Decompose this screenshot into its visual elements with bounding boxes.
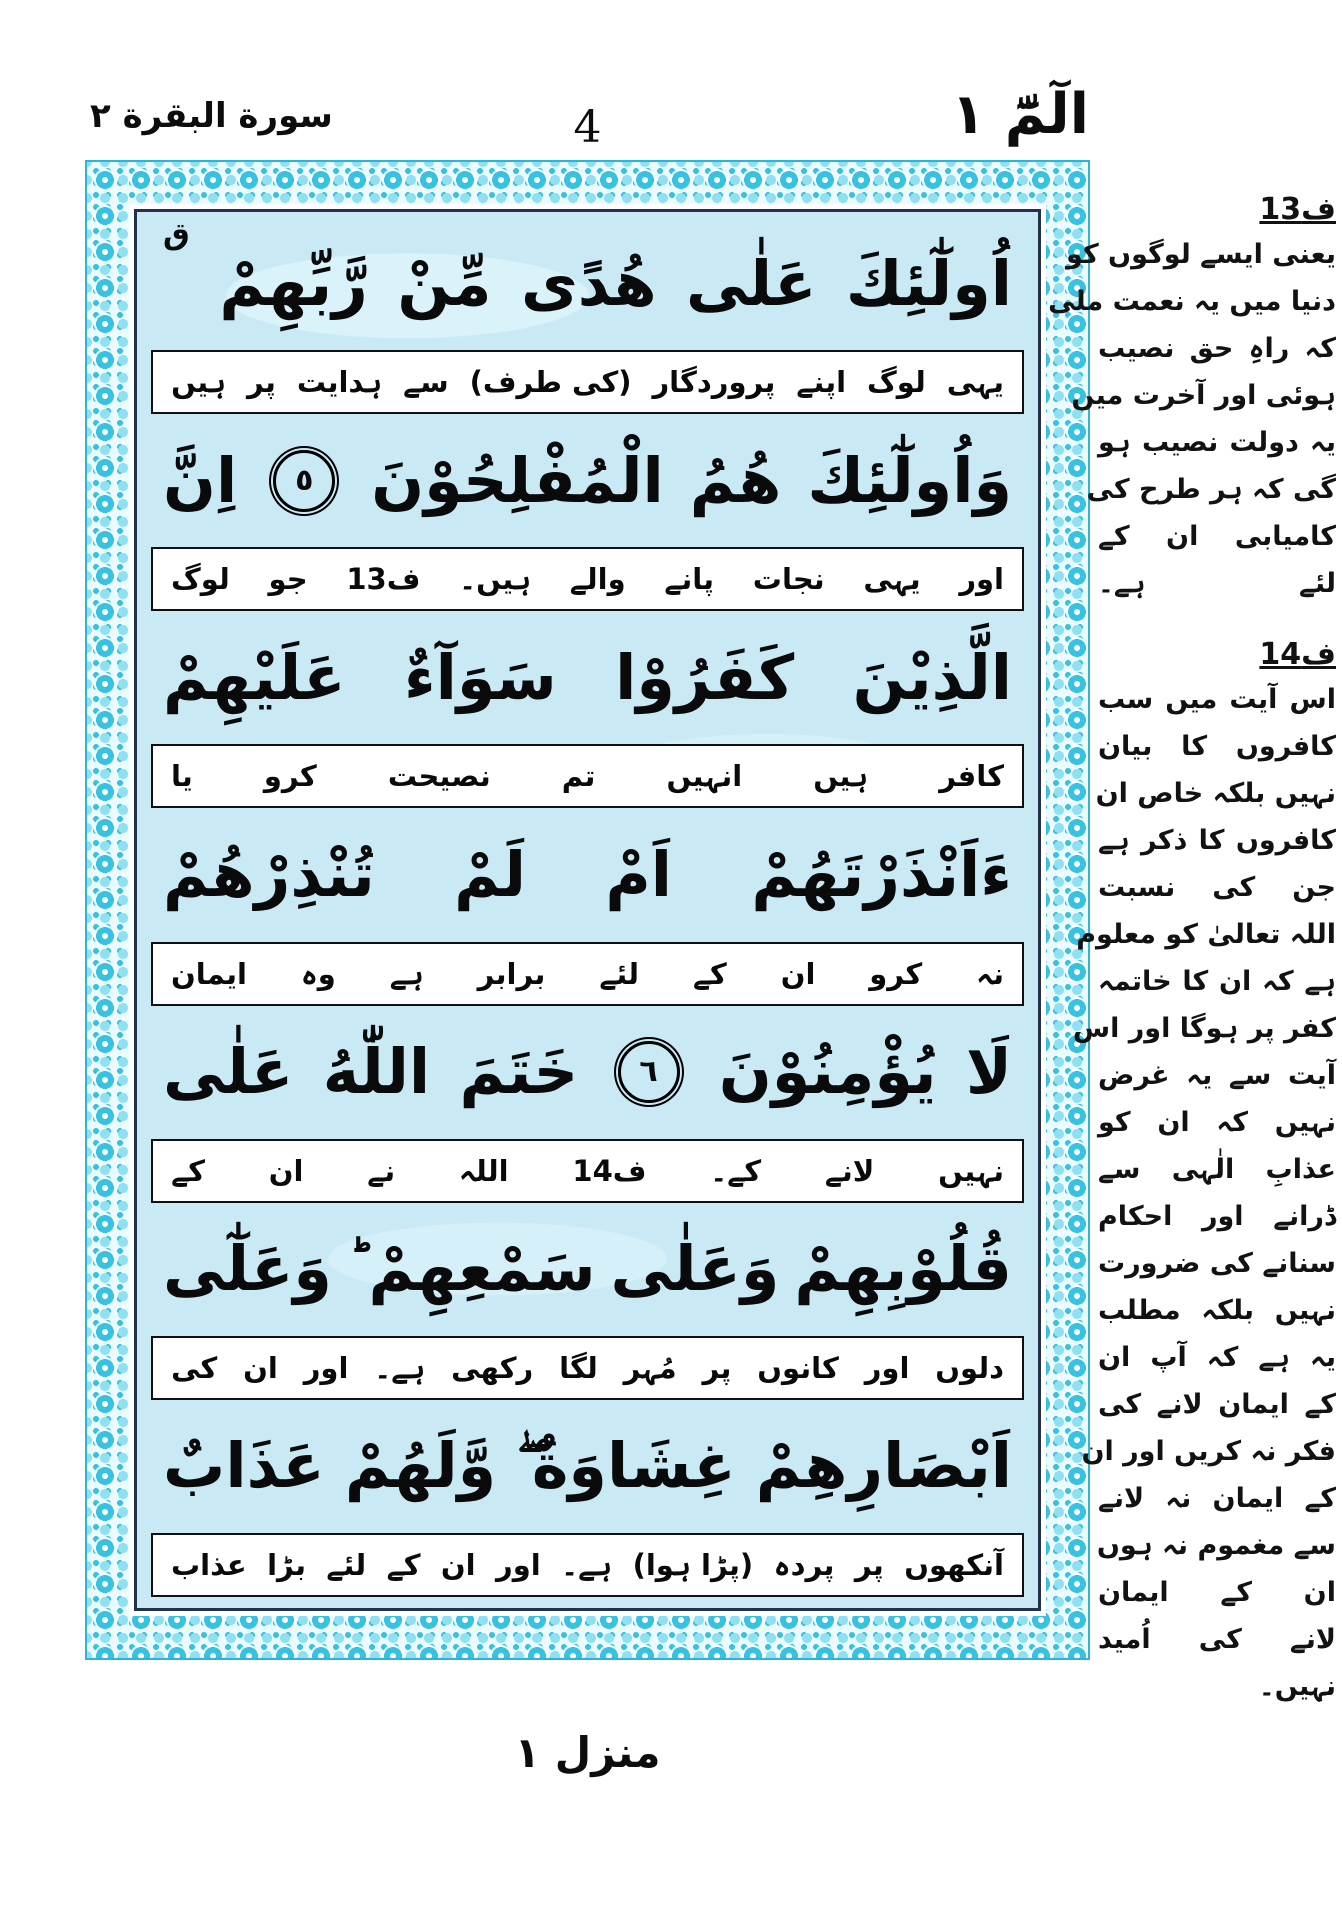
urdu-word: نہیں (938, 1153, 1004, 1188)
urdu-word: نے (367, 1153, 396, 1188)
urdu-word: کرو (263, 759, 317, 794)
arabic-line (149, 1403, 1026, 1530)
urdu-word: ان (440, 1547, 476, 1582)
footnote-line: کہ راہِ حق نصیب (1098, 333, 1336, 364)
urdu-word: ہیں (813, 759, 869, 794)
ornamental-frame (85, 160, 1090, 1660)
urdu-word: ہدایت (296, 365, 383, 400)
footnote-line: سے مغموم نہ ہوں (1096, 1530, 1336, 1561)
urdu-translation-row (151, 744, 1024, 808)
arabic-word: رَّبِّهِمْ (219, 246, 368, 320)
arabic-line (149, 1009, 1026, 1136)
footnote-line: یہ دولت نصیب ہو (1098, 427, 1336, 458)
footnote-line: گی کہ ہر طرح کی (1086, 474, 1336, 505)
arabic-word: وَاُولٰٓئِكَ (807, 443, 1012, 517)
urdu-translation-row (151, 942, 1024, 1006)
urdu-word: ہے۔ (374, 1350, 426, 1385)
footnote-line: اللہ تعالیٰ کو معلوم (1076, 919, 1336, 950)
urdu-word: آنکھوں (904, 1547, 1004, 1582)
arabic-word: الَّذِيْنَ (852, 640, 1012, 714)
urdu-word: وہ (300, 956, 336, 991)
footnote-line: اس آیت میں سب (1098, 684, 1336, 715)
urdu-word: مُہر (623, 1350, 677, 1385)
urdu-word: (کی طرف) (469, 365, 632, 400)
footnote-line: یعنی ایسے لوگوں کو (1066, 239, 1336, 270)
footnote-line: فکر نہ کریں اور ان (1081, 1436, 1336, 1467)
arabic-word: كَفَرُوْا (615, 640, 795, 714)
urdu-word: اور (864, 1350, 910, 1385)
arabic-word: وَعَلٰٓى (163, 1232, 332, 1306)
urdu-word: ان (268, 1153, 304, 1188)
arabic-word: اَمْ (605, 837, 673, 911)
arabic-word: الْمُفْلِحُوْنَ (371, 443, 664, 517)
urdu-word: ان (243, 1350, 278, 1385)
arabic-word: تُنْذِرْهُمْ (163, 837, 375, 911)
urdu-word: کے۔ (710, 1153, 762, 1188)
footnote-line: نہیں بلکہ مطلب (1098, 1295, 1336, 1326)
footnote-line: نہیں بلکہ خاص ان (1095, 778, 1336, 809)
footnote-line: لانے کی اُمید (1098, 1624, 1336, 1655)
footnote-marker: ف13 (1259, 192, 1336, 227)
page-number: 4 (573, 102, 602, 153)
urdu-word: یہی (946, 365, 1004, 400)
arabic-word: سَوَآءٌ (403, 640, 557, 714)
arabic-line (149, 1206, 1026, 1333)
arabic-word: هُمُ (689, 443, 782, 517)
arabic-word: اِنَّ (163, 443, 238, 517)
footnote-line: کے ایمان لانے کی (1098, 1389, 1336, 1420)
urdu-word: رکھی (451, 1350, 534, 1385)
urdu-word: نہ (976, 956, 1004, 991)
footnote-line: جن کی نسبت (1098, 872, 1336, 903)
urdu-word: ایمان (171, 956, 247, 991)
urdu-word: والے (569, 562, 626, 597)
urdu-word: پروردگار (652, 365, 776, 400)
urdu-word: پر (702, 1350, 732, 1385)
footnote-line: نہیں۔ (1258, 1671, 1336, 1702)
arabic-word: عَلٰى (163, 1035, 294, 1109)
urdu-word: ان (780, 956, 816, 991)
urdu-translation-row (151, 1533, 1024, 1597)
arabic-word: عَذَابٌ (163, 1429, 325, 1503)
footnote-line: ڈرانے اور احکام (1098, 1201, 1336, 1232)
urdu-word: اور (496, 1547, 541, 1582)
urdu-word: کی (171, 1350, 218, 1385)
arabic-word: خَتَمَ (459, 1035, 579, 1109)
footnote-line: دنیا میں یہ نعمت ملی (1048, 286, 1336, 317)
urdu-word: کے (171, 1153, 205, 1188)
urdu-word: بڑا (267, 1547, 306, 1582)
urdu-word: اور (303, 1350, 349, 1385)
footnote-marker: ف14 (1259, 637, 1336, 672)
footnote-section (1048, 192, 1336, 607)
urdu-word: پر (854, 1547, 884, 1582)
urdu-word: سے (403, 365, 449, 400)
arabic-word: يُؤْمِنُوْنَ (718, 1035, 937, 1109)
urdu-word: لوگ (867, 365, 926, 400)
urdu-word: برابر (477, 956, 546, 991)
urdu-word: کے (386, 1547, 421, 1582)
arabic-word: اَبْصَارِهِمْ (755, 1429, 1012, 1503)
urdu-word: پر (246, 365, 276, 400)
arabic-word: وَّلَهُمْ (344, 1429, 497, 1503)
urdu-word: دلوں (935, 1350, 1004, 1385)
urdu-word: ہیں۔ (459, 562, 532, 597)
urdu-word: لانے (824, 1153, 875, 1188)
urdu-word: کانوں (757, 1350, 839, 1385)
footnote-line: کے ایمان نہ لانے (1098, 1483, 1336, 1514)
urdu-word: لوگ (171, 562, 230, 597)
urdu-word: کے (692, 956, 727, 991)
arabic-word: اُولٰٓئِكَ (845, 246, 1012, 320)
footnote-line: نہیں کہ ان کو (1098, 1107, 1336, 1138)
arabic-word: قُلُوْبِهِمْ (794, 1232, 1012, 1306)
footnote-line: کامیابی ان کے (1098, 521, 1336, 552)
urdu-word: کرو (869, 956, 923, 991)
footnote-line: ہوئی اور آخرت میں (1071, 380, 1336, 411)
arabic-word: اللّٰهُ (322, 1035, 431, 1109)
urdu-word: ہے (389, 956, 424, 991)
arabic-line (149, 417, 1026, 544)
urdu-word: اپنے (796, 365, 847, 400)
footnote-line: یہ ہے کہ آپ ان (1098, 1342, 1336, 1373)
urdu-word: یہی (863, 562, 921, 597)
footnote-line: کافروں کا بیان (1098, 731, 1336, 762)
urdu-translation-row (151, 350, 1024, 414)
urdu-word: یا (171, 759, 193, 794)
urdu-word: جو (268, 562, 308, 597)
urdu-word: ہیں (171, 365, 226, 400)
arabic-word: وَعَلٰى (610, 1232, 780, 1306)
footnote-line: سنانے کی ضرورت (1098, 1248, 1336, 1279)
urdu-word: پانے (664, 562, 715, 597)
arabic-line (149, 811, 1026, 938)
footnote-line: لئے ہے۔ (1098, 568, 1336, 599)
arabic-word: ءَاَنْذَرْتَهُمْ (751, 837, 1012, 911)
urdu-word: اللہ (458, 1153, 509, 1188)
urdu-word: لگا (559, 1350, 598, 1385)
footnote-ref: ف13 (346, 562, 421, 597)
arabic-word: سَمْعِهِمْ ؕ (346, 1232, 596, 1306)
arabic-line (149, 217, 1026, 347)
urdu-word: لئے (599, 956, 640, 991)
urdu-word: پردہ (773, 1547, 835, 1582)
urdu-word: ہے۔ (561, 1547, 613, 1582)
ayah-number-medallion: ٦ (618, 1041, 680, 1103)
urdu-word: انہیں (666, 759, 743, 794)
urdu-translation-row (151, 1139, 1024, 1203)
urdu-word: (پڑا ہوا) (632, 1547, 754, 1582)
arabic-word: مِّنْ (397, 246, 492, 320)
manzil-label: منزل ١ (514, 1728, 661, 1777)
urdu-word: کافر (939, 759, 1004, 794)
arabic-word: عَلَيْهِمْ (163, 640, 346, 714)
footnote-ref: ف14 (572, 1153, 647, 1188)
urdu-translation-row (151, 1336, 1024, 1400)
urdu-word: نجات (752, 562, 825, 597)
footnote-line: کفر پر ہوگا اور اس (1072, 1013, 1336, 1044)
footnote-line: ان کے ایمان (1098, 1577, 1336, 1608)
ayah-number-medallion: ٥ (273, 450, 335, 512)
urdu-word: تم (561, 759, 596, 794)
arabic-word: لَمْ (454, 837, 526, 911)
urdu-word: عذاب (171, 1547, 247, 1582)
surah-title: سورة البقرة ٢ (90, 96, 333, 136)
urdu-word: لئے (326, 1547, 367, 1582)
urdu-translation-row (151, 547, 1024, 611)
frame-inner-gap (129, 204, 1046, 1616)
urdu-word: نصیحت (387, 759, 491, 794)
urdu-word: اور (959, 562, 1004, 597)
footnote-line: ہے کہ ان کا خاتمہ (1098, 966, 1336, 997)
arabic-word: هُدًى (520, 246, 657, 320)
mushaf-panel (134, 209, 1041, 1611)
arabic-line (149, 614, 1026, 741)
footnote-line: کافروں کا ذکر ہے (1098, 825, 1336, 856)
footnote-line: عذابِ الٰہی سے (1098, 1154, 1336, 1185)
footnote-line: آیت سے یہ غرض (1098, 1060, 1336, 1091)
commentary-sidebar (1048, 192, 1336, 1740)
arabic-word: غِشَاوَةٌ ۖ (516, 1429, 736, 1503)
arabic-word: لَا (965, 1035, 1012, 1109)
juz-title: الٓمّٓ ١ (951, 82, 1089, 147)
footnote-section (1072, 637, 1336, 1710)
waqf-sign: ق (163, 217, 190, 252)
arabic-word: عَلٰى (686, 246, 817, 320)
